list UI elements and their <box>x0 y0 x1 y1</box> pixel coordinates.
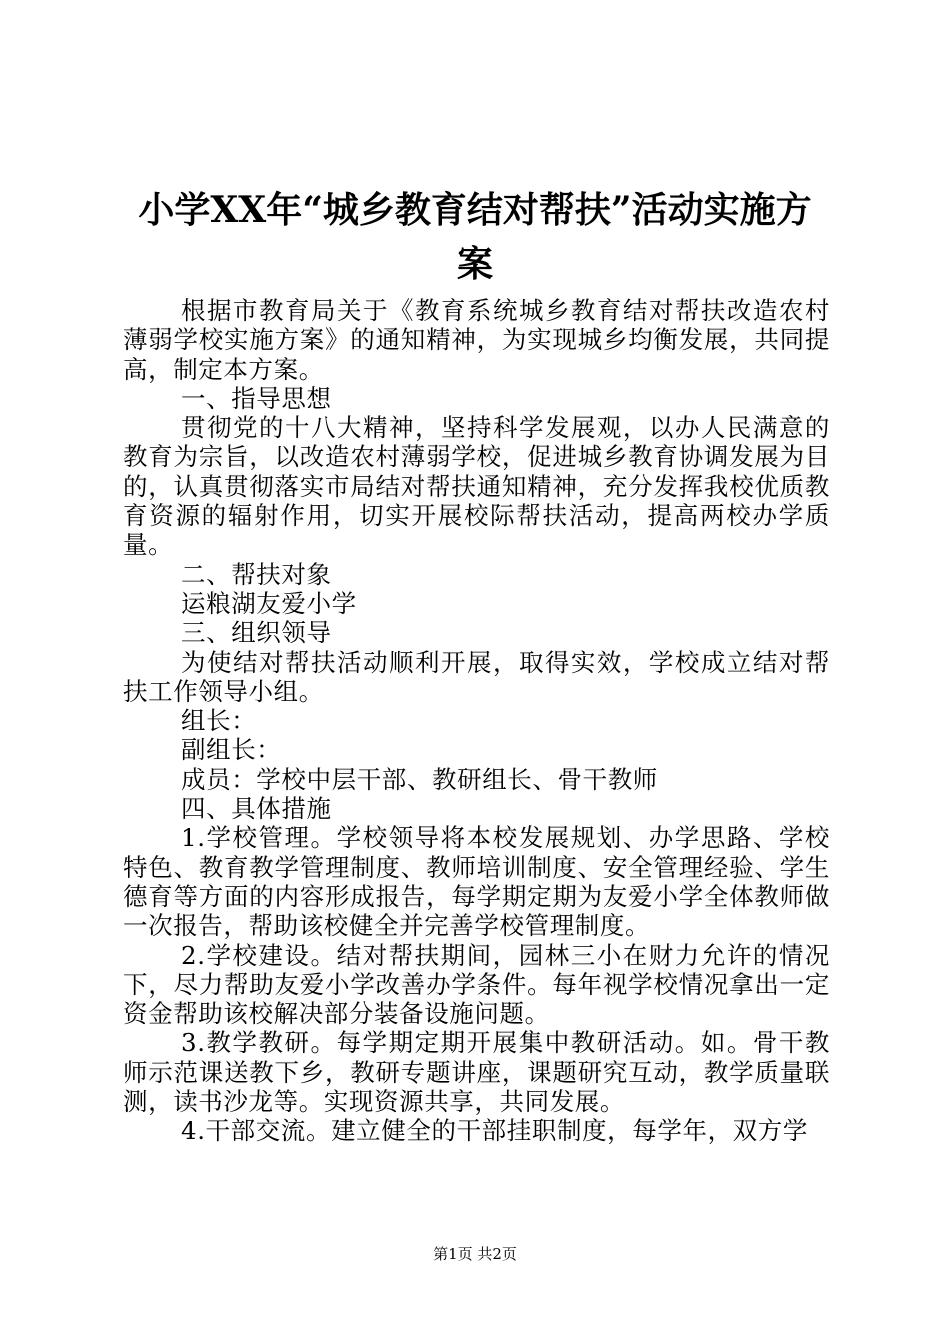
measure-school-construction: 2.学校建设。结对帮扶期间，园林三小在财力允许的情况下，尽力帮助友爱小学改善办学条件。每年视学校情况拿出一定资金帮助该校解决部分装备设施问题。 <box>123 940 830 1029</box>
document-title-line-1: 小学XX年“城乡教育结对帮扶”活动实施方 <box>138 189 812 231</box>
group-leader-line: 组长： <box>181 706 257 736</box>
section-heading-leadership: 三、组织领导 <box>181 618 332 648</box>
document-body <box>123 296 830 1146</box>
guiding-thought-paragraph: 贯彻党的十八大精神，坚持科学发展观，以办人民满意的教育为宗旨，以改造农村薄弱学校，促进城乡教育协调发展为目的，认真贯彻落实市局结对帮扶通知精神，充分发挥我校优质教育资源的辐射作用，切实开展校际帮扶活动，提高两校办学质量。 <box>123 413 830 560</box>
measure-teaching-research: 3.教学教研。每学期定期开展集中教研活动。如。骨干教师示范课送教下乡，教研专题讲座，课题研究互动，教学质量联测，读书沙龙等。实现资源共享，共同发展。 <box>123 1028 830 1117</box>
section-heading-guiding-thought: 一、指导思想 <box>181 383 332 413</box>
measure-cadre-exchange: 4.干部交流。建立健全的干部挂职制度，每学年，双方学 <box>181 1116 808 1146</box>
deputy-leader-line: 副组长： <box>181 735 282 765</box>
section-heading-measures: 四、具体措施 <box>181 794 332 824</box>
measure-school-management: 1.学校管理。学校领导将本校发展规划、办学思路、学校特色、教育教学管理制度、教师培训制度、安全管理经验、学生德育等方面的内容形成报告，每学期定期为友爱小学全体教师做一次报告，帮助该校健全并完善学校管理制度。 <box>123 823 830 941</box>
members-line: 成员：学校中层干部、教研组长、骨干教师 <box>181 764 658 794</box>
intro-paragraph: 根据市教育局关于《教育系统城乡教育结对帮扶改造农村薄弱学校实施方案》的通知精神，为实现城乡均衡发展，共同提高，制定本方案。 <box>123 296 830 384</box>
page-footer: 第1页 共2页 <box>433 1245 517 1263</box>
document-title-line-2: 案 <box>456 243 493 285</box>
section-heading-target: 二、帮扶对象 <box>181 559 332 589</box>
leadership-paragraph: 为使结对帮扶活动顺利开展，取得实效，学校成立结对帮扶工作领导小组。 <box>123 647 830 706</box>
target-school: 运粮湖友爱小学 <box>181 588 357 618</box>
